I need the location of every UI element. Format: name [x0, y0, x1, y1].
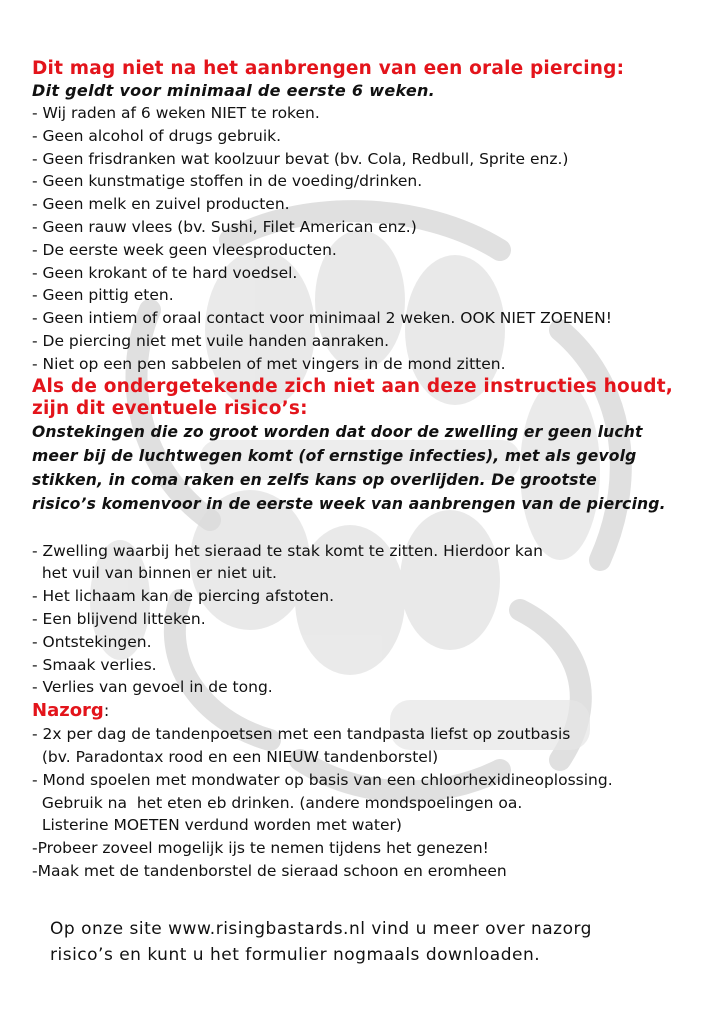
warning-line: stikken, in coma raken en zelfs kans op overlijden. De grootste [32, 470, 597, 489]
list-item: - Zwelling waarbij het sieraad te stak komt te zitten. Hierdoor kan [32, 541, 543, 560]
aftercare-colon: : [103, 701, 110, 721]
list-item: - Niet op een pen sabbelen of met vingers in de mond zitten. [32, 354, 506, 373]
list-item: - Geen frisdranken wat koolzuur bevat (bv. Cola, Redbull, Sprite enz.) [32, 149, 569, 168]
restrictions-subheading: Dit geldt voor minimaal de eerste 6 weken. [32, 81, 436, 100]
list-item: - 2x per dag de tandenpoetsen met een tandpasta liefst op zoutbasis [32, 725, 571, 744]
warning-line: Onstekingen die zo groot worden dat door de zwelling er geen lucht [32, 422, 643, 441]
list-item: - Geen krokant of te hard voedsel. [32, 263, 298, 282]
restrictions-list [32, 102, 712, 376]
warning-line: meer bij de luchtwegen komt (of ernstige infecties), met als gevolg [32, 446, 637, 465]
risks-list [32, 540, 712, 700]
list-item: - Smaak verlies. [32, 655, 157, 674]
list-item: - Wij raden af 6 weken NIET te roken. [32, 104, 320, 122]
list-item: het vuil van binnen er niet uit. [32, 564, 277, 583]
list-item: Gebruik na het eten eb drinken. (andere mondspoelingen oa. [32, 793, 523, 812]
instructions-content [32, 58, 712, 883]
list-item: - Ontstekingen. [32, 632, 152, 651]
list-item: - Een blijvend litteken. [32, 609, 206, 628]
aftercare-title: Nazorg [32, 700, 104, 722]
footer-line: risico’s en kunt u het formulier nogmaals downloaden. [50, 945, 541, 965]
list-item: - De eerste week geen vleesproducten. [32, 240, 337, 259]
list-item: - Geen pittig eten. [32, 286, 174, 305]
list-item: - Geen kunstmatige stoffen in de voeding/drinken. [32, 172, 423, 191]
list-item: - Geen alcohol of drugs gebruik. [32, 126, 282, 145]
risks-heading-line1: Als de ondergetekende zich niet aan deze instructies houdt, [32, 375, 673, 397]
list-item: - Geen rauw vlees (bv. Sushi, Filet American enz.) [32, 217, 417, 236]
list-item: - Mond spoelen met mondwater op basis van een chloorhexidineoplossing. [32, 770, 613, 789]
warning-paragraph [32, 420, 712, 516]
list-item: (bv. Paradontax rood en een NIEUW tandenborstel) [32, 747, 439, 766]
aftercare-heading [32, 699, 712, 723]
footer-line: Op onze site www.risingbastards.nl vind u meer over nazorg [50, 919, 592, 939]
list-item: - Verlies van gevoel in de tong. [32, 678, 273, 697]
list-item: -Maak met de tandenborstel de sieraad schoon en eromheen [32, 861, 507, 880]
risks-heading-line2: zijn dit eventuele risico’s: [32, 397, 308, 419]
list-item: Listerine MOETEN verdund worden met water) [32, 816, 402, 835]
list-item: - Het lichaam kan de piercing afstoten. [32, 587, 335, 606]
spacer [32, 516, 712, 540]
warning-line: risico’s komenvoor in de eerste week van aanbrengen van de piercing. [32, 494, 666, 513]
list-item: - Geen intiem of oraal contact voor minimaal 2 weken. OOK NIET ZOENEN! [32, 309, 612, 328]
restrictions-heading: Dit mag niet na het aanbrengen van een orale piercing: [32, 58, 625, 79]
list-item: -Probeer zoveel mogelijk ijs te nemen tijdens het genezen! [32, 839, 489, 858]
footer-note [50, 916, 700, 968]
aftercare-list [32, 723, 712, 883]
list-item: - De piercing niet met vuile handen aanraken. [32, 331, 390, 350]
list-item: - Geen melk en zuivel producten. [32, 195, 290, 214]
